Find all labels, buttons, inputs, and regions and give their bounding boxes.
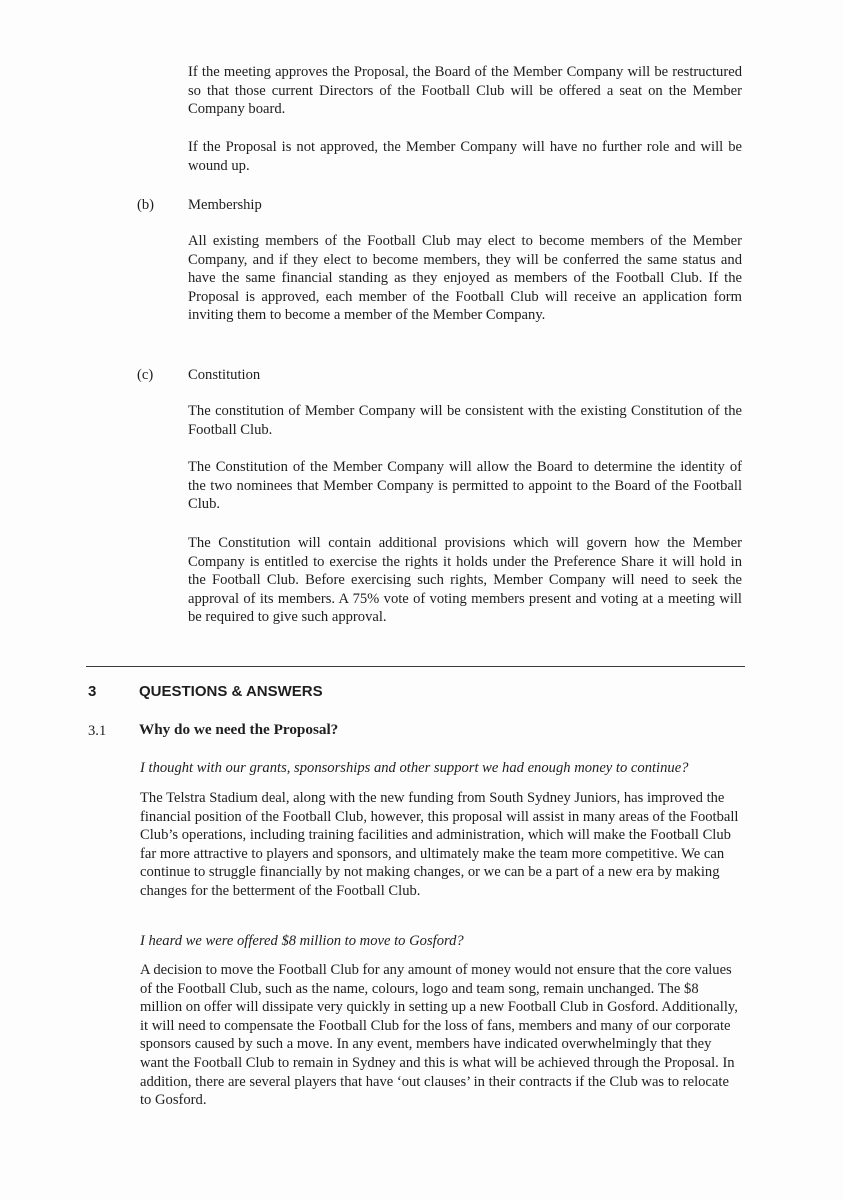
section-title: QUESTIONS & ANSWERS	[139, 683, 323, 700]
section-divider	[86, 666, 745, 667]
clause-c-label: (c)	[137, 367, 154, 383]
answer-2: A decision to move the Football Club for any amount of money would not ensure that the core values of the Football Club, such as the name, colours, logo and team song, remain unchanged. The $8 million on offer will dissipate very quickly in setting up a new Football Club in Gosford. Additionally, it will need to compensate the Football Club for the loss of fans, members and many of our corporate sponsors caused by such a move. In any event, members have indicated overwhelmingly that they want the Football Club to remain in Sydney and this is what will be achieved through the Proposal. In addition, there are several players that have ‘out clauses’ in their contracts if the Club was to relocate to Gosford.	[140, 962, 738, 1109]
constitution-paragraph-3: The Constitution will contain additional provisions which will govern how the Member Company is entitled to exercise the rights it holds under the Preference Share it will hold in the Football Club. Before exercising such rights, Member Company will need to seek the approval of its members. A 75% vote of voting members present and voting at a meeting will be required to give such approval.	[188, 535, 742, 626]
subsection-title: Why do we need the Proposal?	[139, 721, 339, 738]
constitution-paragraph-2: The Constitution of the Member Company will allow the Board to determine the identity of the two nominees that Member Company is permitted to appoint to the Board of the Football Club.	[188, 459, 742, 513]
section-number: 3	[88, 683, 97, 700]
question-1: I thought with our grants, sponsorships and other support we had enough money to continue?	[140, 760, 689, 776]
answer-1: The Telstra Stadium deal, along with the new funding from South Sydney Juniors, has improved the financial position of the Football Club, however, this proposal will assist in many areas of the Football Club’s operations, including training facilities and administration, which will make the Football Club far more attractive to players and sponsors, and ultimately make the team more competitive. We can continue to struggle financially by not making changes, or we can be a part of a new era by making changes for the betterment of the Football Club.	[140, 790, 739, 899]
constitution-paragraph-1: The constitution of Member Company will be consistent with the existing Constitution of the Football Club.	[188, 403, 742, 438]
intro-paragraph-2: If the Proposal is not approved, the Member Company will have no further role and will be wound up.	[188, 139, 742, 174]
clause-b-label: (b)	[137, 197, 155, 213]
subsection-number: 3.1	[88, 723, 107, 739]
membership-paragraph: All existing members of the Football Club may elect to become members of the Member Company, and if they elect to become members, they will be conferred the same status and have the same financial standing as they enjoyed as members of the Football Club. If the Proposal is approved, each member of the Football Club will receive an application form inviting them to become a member of the Member Company.	[188, 233, 742, 324]
clause-c-heading: Constitution	[188, 367, 261, 383]
clause-b-heading: Membership	[188, 197, 262, 213]
question-2: I heard we were offered $8 million to move to Gosford?	[140, 933, 464, 949]
intro-paragraph-1: If the meeting approves the Proposal, the Board of the Member Company will be restructured so that those current Directors of the Football Club will be offered a seat on the Member Company board.	[188, 64, 742, 118]
